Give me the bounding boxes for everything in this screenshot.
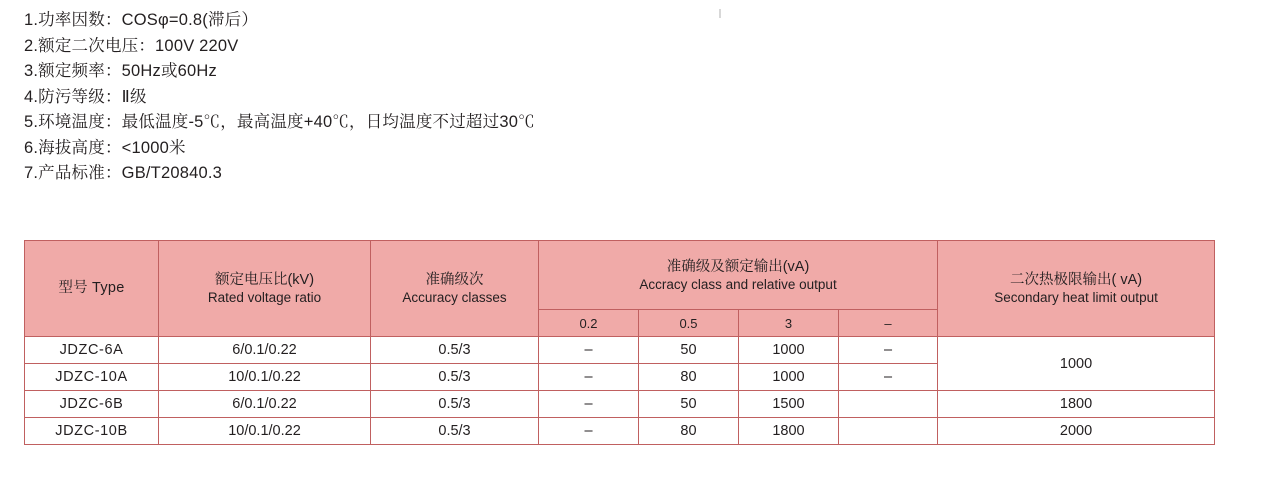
cell-output-0-5: 80 bbox=[639, 364, 739, 391]
cell-ratio: 10/0.1/0.22 bbox=[159, 418, 371, 445]
cell-heat-limit: 1000 bbox=[938, 337, 1215, 391]
cell-output-dash bbox=[839, 418, 938, 445]
column-header-accuracy-classes bbox=[371, 241, 539, 337]
column-header-output-group bbox=[539, 241, 938, 310]
cell-ratio: 6/0.1/0.22 bbox=[159, 391, 371, 418]
column-header-type-en: Type bbox=[92, 280, 125, 296]
cell-heat-limit: 1800 bbox=[938, 391, 1215, 418]
cell-accuracy: 0.5/3 bbox=[371, 418, 539, 445]
cell-accuracy: 0.5/3 bbox=[371, 364, 539, 391]
specification-table-container bbox=[24, 240, 1214, 445]
cell-output-dash: – bbox=[839, 364, 938, 391]
cell-output-3: 1800 bbox=[739, 418, 839, 445]
cell-type: JDZC-6B bbox=[25, 391, 159, 418]
column-header-class-0-5: 0.5 bbox=[639, 310, 739, 337]
cell-output-3: 1500 bbox=[739, 391, 839, 418]
cell-output-dash bbox=[839, 391, 938, 418]
cell-output-3: 1000 bbox=[739, 364, 839, 391]
cell-output-0-2: – bbox=[539, 337, 639, 364]
spec-line-5: 5.环境温度：最低温度-5℃，最高温度+40℃，日均温度不过超过30℃ bbox=[24, 113, 535, 131]
table-body bbox=[25, 337, 1215, 445]
cell-ratio: 6/0.1/0.22 bbox=[159, 337, 371, 364]
specification-table bbox=[24, 240, 1215, 445]
cell-output-0-5: 50 bbox=[639, 337, 739, 364]
cell-accuracy: 0.5/3 bbox=[371, 337, 539, 364]
spec-line-1: 1.功率因数：COSφ=0.8(滞后） bbox=[24, 11, 259, 29]
cell-output-0-2: – bbox=[539, 391, 639, 418]
column-header-ratio-en: Rated voltage ratio bbox=[207, 290, 322, 305]
table-row bbox=[25, 337, 1215, 364]
column-header-class-dash: – bbox=[839, 310, 938, 337]
cell-accuracy: 0.5/3 bbox=[371, 391, 539, 418]
column-header-ratio-cn: 额定电压比(kV) bbox=[214, 272, 315, 288]
column-header-output-group-cn: 准确级及额定输出(vA) bbox=[666, 258, 810, 275]
column-header-heat-cn: 二次热极限输出( vA) bbox=[1009, 272, 1143, 288]
cell-output-0-2: – bbox=[539, 364, 639, 391]
column-header-secondary-heat-limit bbox=[938, 241, 1215, 337]
column-header-accuracy-cn: 准确级次 bbox=[425, 272, 484, 288]
column-header-class-0-2: 0.2 bbox=[539, 310, 639, 337]
cell-output-0-2: – bbox=[539, 418, 639, 445]
column-header-rated-voltage-ratio bbox=[159, 241, 371, 337]
spec-line-7: 7.产品标准：GB/T20840.3 bbox=[24, 164, 223, 182]
spec-line-3: 3.额定频率：50Hz或60Hz bbox=[24, 62, 217, 80]
table-header-row-main bbox=[25, 241, 1215, 310]
column-header-output-group-en: Accracy class and relative output bbox=[639, 276, 837, 292]
column-header-type bbox=[25, 241, 159, 337]
column-header-class-3: 3 bbox=[739, 310, 839, 337]
cell-heat-limit: 2000 bbox=[938, 418, 1215, 445]
cell-type: JDZC-6A bbox=[25, 337, 159, 364]
table-row bbox=[25, 418, 1215, 445]
cell-output-0-5: 80 bbox=[639, 418, 739, 445]
table-head bbox=[25, 241, 1215, 337]
specification-list bbox=[24, 8, 1124, 187]
column-header-accuracy-en: Accuracy classes bbox=[402, 290, 507, 305]
column-header-heat-en: Secondary heat limit output bbox=[994, 290, 1158, 305]
table-row bbox=[25, 391, 1215, 418]
spec-line-6: 6.海拔高度：<1000米 bbox=[24, 138, 186, 157]
column-header-type-cn: 型号 bbox=[58, 280, 88, 296]
cell-type: JDZC-10B bbox=[25, 418, 159, 445]
cell-ratio: 10/0.1/0.22 bbox=[159, 364, 371, 391]
cell-output-0-5: 50 bbox=[639, 391, 739, 418]
cell-output-dash: – bbox=[839, 337, 938, 364]
spec-line-2: 2.额定二次电压：100V 220V bbox=[24, 36, 239, 55]
cell-type: JDZC-10A bbox=[25, 364, 159, 391]
cell-output-3: 1000 bbox=[739, 337, 839, 364]
spec-line-4: 4.防污等级：Ⅱ级 bbox=[24, 87, 147, 106]
